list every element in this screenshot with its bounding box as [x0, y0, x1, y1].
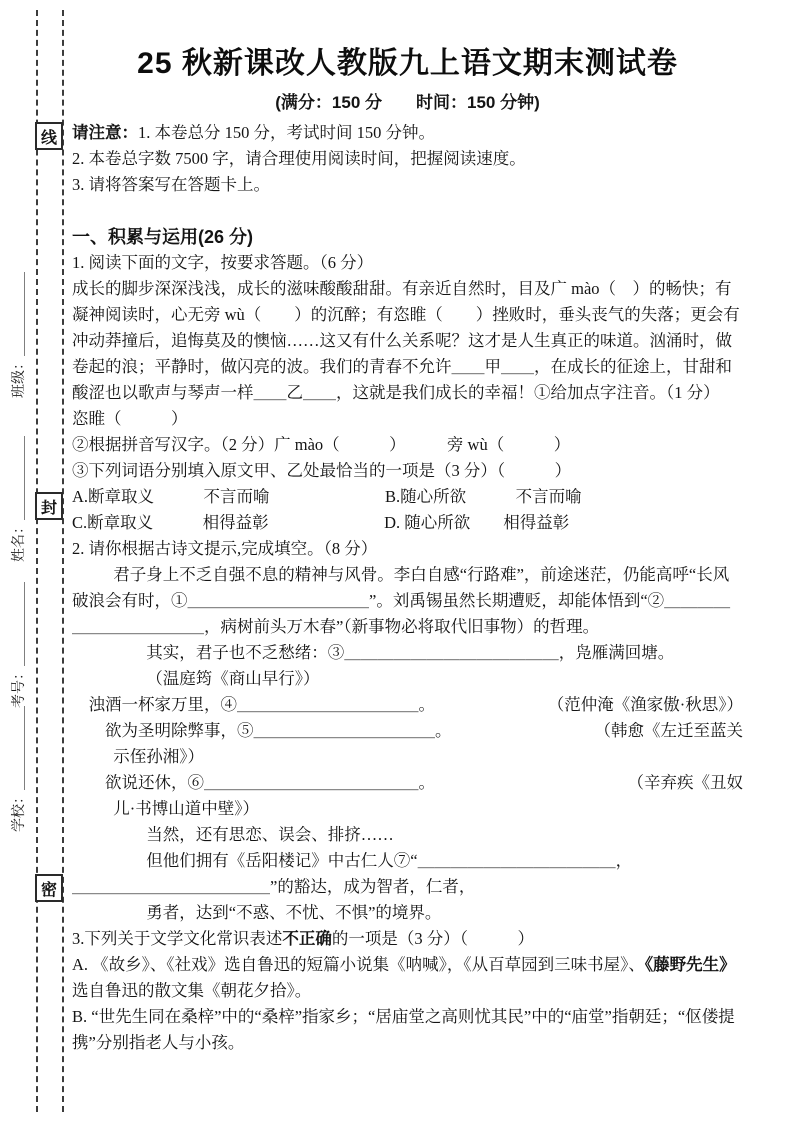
- q3-stem-post: 的一项是（3 分）（ ）: [331, 929, 534, 948]
- q2-blank-6-row: [72, 770, 743, 796]
- school-field: 学校：＿＿＿＿＿＿: [10, 706, 26, 832]
- exam-title: 25 秋新课改人教版九上语文期末测试卷: [137, 47, 678, 80]
- exam-number-field: 考号：＿＿＿＿＿＿: [10, 582, 26, 708]
- class-field: 班级：＿＿＿＿＿＿: [10, 272, 26, 398]
- q2-source-yujiaao: （范仲淹《渔家傲·秋思》）: [547, 695, 743, 714]
- notice-block: [72, 120, 743, 198]
- q2-blank-7-line2: ＿＿＿＿＿＿＿＿＿＿＿＿”的豁达，成为智者，仁者，: [72, 877, 476, 896]
- q3-stem: [72, 926, 743, 952]
- q2-source-hanyu-part1: （韩愈《左迁至蓝关: [594, 721, 743, 740]
- q3-stem-pre: 3.下列关于文学文化常识表述: [72, 929, 283, 948]
- notice-line-1: [72, 120, 743, 146]
- q2-source-hanyu-part2: 示侄孙湘》）: [113, 747, 204, 766]
- q2-source-shangshan: （温庭筠《商山早行》）: [146, 669, 320, 688]
- q1-stem: 1. 阅读下面的文字，按要求答题。（6 分）: [72, 253, 374, 272]
- q2-stem: 2. 请你根据古诗文提示,完成填空。（8 分）: [72, 539, 378, 558]
- q2-source-chounuer-part2: 儿·书博山道中壁》）: [113, 799, 259, 818]
- binding-seal-area: [0, 0, 72, 1122]
- exam-content: [72, 0, 769, 1056]
- q3-option-a-bold: 《藤野先生》: [644, 955, 736, 974]
- q2-blank-5: 欲为圣明除弊事，⑤＿＿＿＿＿＿＿＿＿＿＿。: [105, 721, 452, 740]
- binding-dashed-line-inner: [62, 10, 64, 1112]
- notice-item-2: 2. 本卷总字数 7500 字，请合理使用阅读时间，把握阅读速度。: [72, 149, 526, 168]
- q2-source-chounuer-part1: （辛弃疾《丑奴: [627, 773, 743, 792]
- seal-char-mi: 密: [35, 874, 63, 902]
- section-one-heading: 一、积累与运用(26 分): [72, 227, 254, 247]
- q3-option-a-pre: A. 《故乡》、《社戏》选自鲁迅的短篇小说集《呐喊》，《从百草园到三味书屋》、: [72, 955, 645, 974]
- q3-option-b: B. “世先生同在桑梓”中的“桑梓”指家乡；“居庙堂之高则忧其民”中的“庙堂”指朝廷；“伛偻提携”分别指老人与小孩。: [72, 1007, 735, 1052]
- q2-paragraph-1: 君子身上不乏自强不息的精神与风骨。李白自感“行路难”，前途迷茫，仍能高呼“长风破浪会有时，①＿＿＿＿＿＿＿＿＿＿＿”。刘禹锡虽然长期遭贬，却能体悟到“②＿＿＿＿＿＿＿＿＿＿＿＿，病树前头万木春”（新事物必将取代旧事物）的哲理。: [72, 565, 731, 636]
- q1-options-cd: C.断章取义 相得益彰 D. 随心所欲 相得益彰: [72, 513, 570, 532]
- seal-char-xian: 线: [35, 122, 63, 150]
- q2-blank-7-line1: 但他们拥有《岳阳楼记》中古仁人⑦“＿＿＿＿＿＿＿＿＿＿＿＿，: [146, 851, 633, 870]
- binding-dashed-line-outer: [36, 10, 38, 1112]
- q1-options-ab: A.断章取义 不言而喻 B.随心所欲 不言而喻: [72, 487, 582, 506]
- q1-sub2: ②根据拼音写汉字。（2 分）广 mào（ ） 旁 wù（ ）: [72, 435, 571, 454]
- q2-blank-4: 浊酒一杯家万里，④＿＿＿＿＿＿＿＿＿＿＿。: [88, 695, 435, 714]
- q3-option-a-post: 选自鲁迅的散文集《朝花夕拾》。: [72, 981, 312, 1000]
- q2-blank-6: 欲说还休，⑥＿＿＿＿＿＿＿＿＿＿＿＿＿。: [105, 773, 435, 792]
- q2-blank-5-row: [72, 718, 743, 744]
- notice-item-3: 3. 请将答案写在答题卡上。: [72, 175, 270, 194]
- q1-passage: 成长的脚步深深浅浅，成长的滋味酸酸甜甜。有亲近自然时，目及广 mào（ ）的畅快；有凝神阅读时，心无旁 wù（ ）的沉醉；有恣睢（ ）挫败时，垂头丧气的失落；更会有冲动莽撞后，追悔莫及的懊恼……这又有什么关系呢？这才是人生真正的味道。汹涌时，做卷起的浪；平静时，做闪亮的波。我们的青春不允许＿＿甲＿＿，在成长的征途上，甘甜和酸涩也以歌声与琴声一样＿＿乙＿＿，这就是我们成长的幸福！①给加点字注音。（1 分） 恣睢（ ）: [72, 279, 761, 428]
- q2-closing-line: 勇者，达到“不惑、不忧、不惧”的境界。: [146, 903, 442, 922]
- q3-stem-bold: 不正确: [282, 929, 332, 948]
- q1-sub3: ③下列词语分别填入原文甲、乙处最恰当的一项是（3 分）（ ）: [72, 461, 572, 480]
- seal-char-feng: 封: [35, 492, 63, 520]
- notice-item-1: 1. 本卷总分 150 分，考试时间 150 分钟。: [138, 123, 435, 142]
- exam-score-time: (满分：150 分 时间：150 分钟): [275, 93, 540, 112]
- q3-option-a: [72, 952, 743, 1004]
- name-field: 姓名：＿＿＿＿＿＿: [10, 436, 26, 562]
- notice-label: 请注意：: [72, 123, 138, 142]
- q2-transition-line: 当然，还有思恋、误会、排挤……: [146, 825, 394, 844]
- q2-blank-3: 其实，君子也不乏愁绪：③＿＿＿＿＿＿＿＿＿＿＿＿＿，凫雁满回塘。: [146, 643, 675, 662]
- q2-blank-4-row: [72, 692, 743, 718]
